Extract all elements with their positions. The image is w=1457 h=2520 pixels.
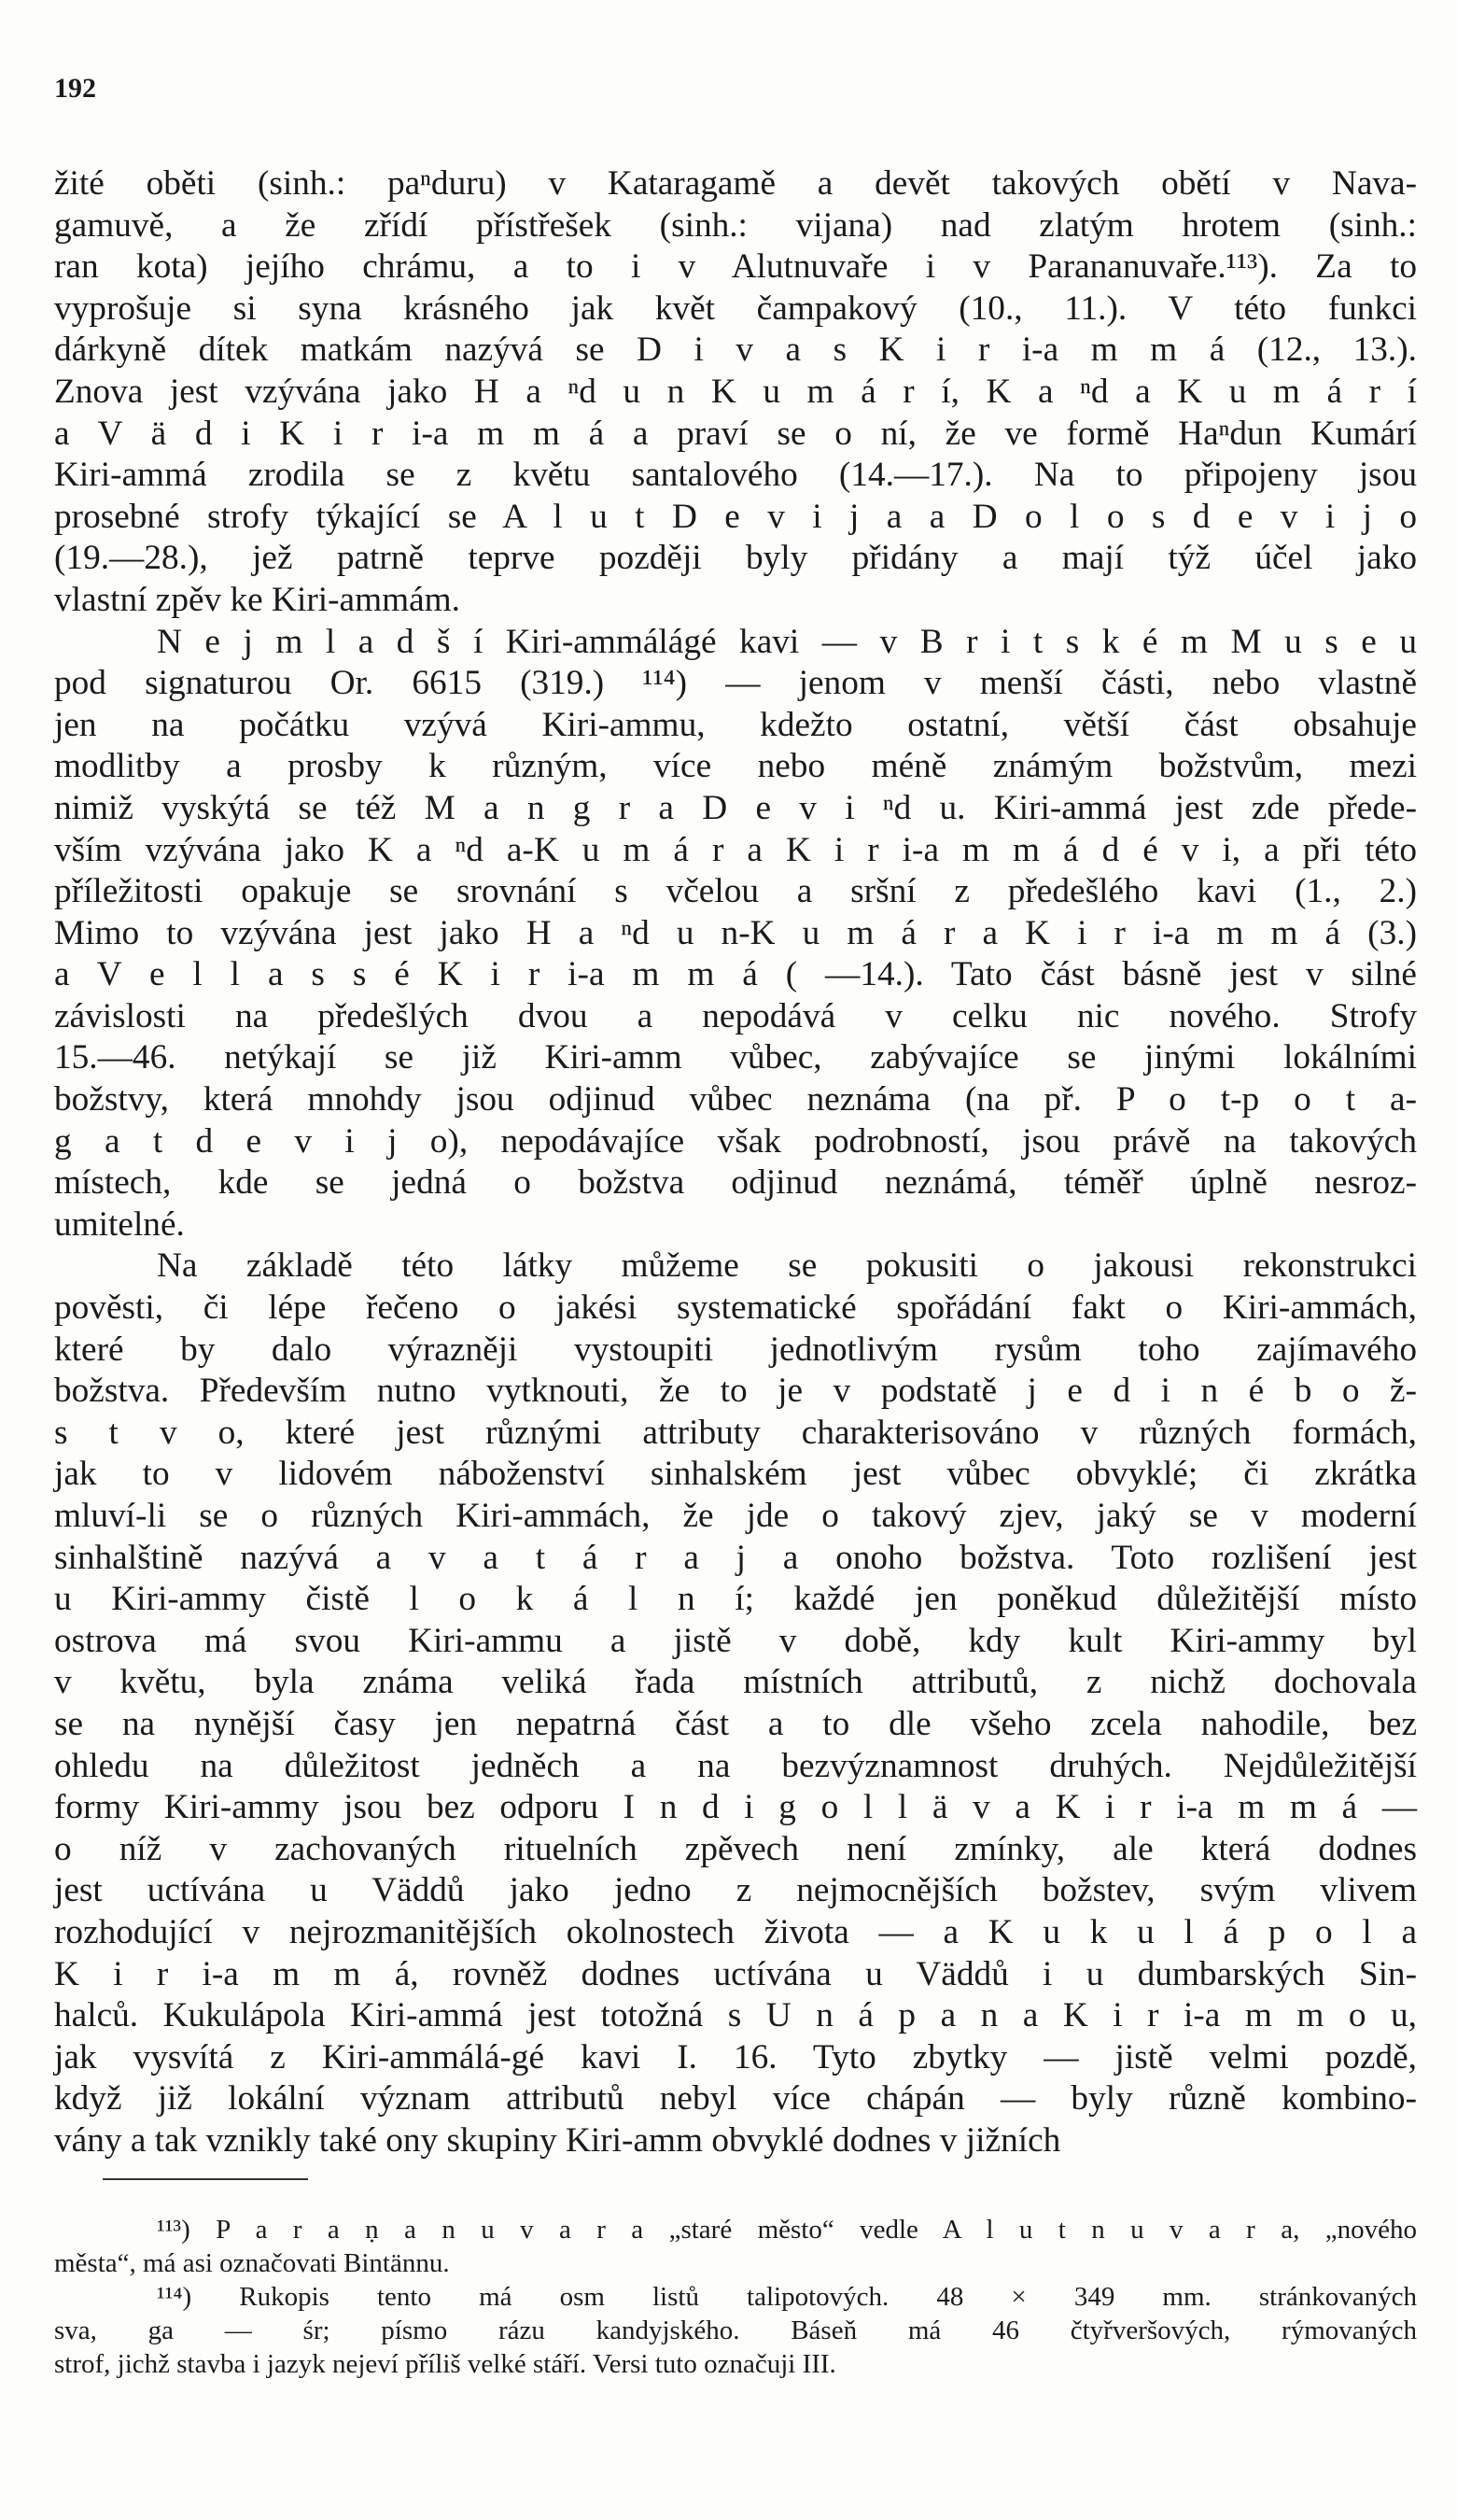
text-line: jak to v lidovém náboženství sinhalském jest vůbec obvyklé; či zkrátka <box>54 1455 1417 1494</box>
text-line: pod signaturou Or. 6615 (319.) ¹¹⁴) — jenom v menší části, nebo vlastně <box>54 664 1417 703</box>
text-line: jen na počátku vzývá Kiri-ammu, kdežto ostatní, větší část obsahuje <box>54 705 1417 744</box>
text-line: které by dalo výrazněji vystoupiti jednotlivým rysům toho zajímavého <box>54 1330 1417 1369</box>
footnote-line: ¹¹³) P a r a ṇ a n u v a r a „staré město“ vedle A l u t n u v a r a, „nového <box>157 2215 1417 2245</box>
text-line: pověsti, či lépe řečeno o jakési systematické spořádání fakt o Kiri-ammách, <box>54 1288 1417 1328</box>
text-line: Kiri-ammá zrodila se z květu santalového (14.—17.). Na to připojeny jsou <box>54 456 1417 495</box>
text-line: ohledu na důležitost jedněch a na bezvýznamnost druhých. Nejdůležitější <box>54 1746 1417 1785</box>
text-line: a V e l l a s s é K i r i-a m m á ( —14.). Tato část básně jest v silné <box>54 955 1417 994</box>
text-line: žité oběti (sinh.: paⁿduru) v Kataragamě a devět takových obětí v Nava- <box>54 164 1417 203</box>
text-line: o níž v zachovaných rituelních zpěvech není zmínky, ale která dodnes <box>54 1829 1417 1868</box>
text-line: v květu, byla známa veliká řada místních attributů, z nichž dochovala <box>54 1663 1417 1702</box>
text-line: Znova jest vzývána jako H a ⁿd u n K u m á r í, K a ⁿd a K u m á r í <box>54 372 1417 411</box>
text-line: vším vzývána jako K a ⁿd a-K u m á r a K i r i-a m m á d é v i, a při této <box>54 830 1417 869</box>
footnotes <box>54 2213 1417 2381</box>
text-line: božstvy, která mnohdy jsou odjinud vůbec neznáma (na př. P o t-p o t a- <box>54 1080 1417 1119</box>
text-line: ran kota) jejího chrámu, a to i v Alutnuvaře i v Parananuvaře.¹¹³). Za to <box>54 247 1417 287</box>
text-line: vlastní zpěv ke Kiri-ammám. <box>54 580 460 619</box>
text-line: Mimo to vzývána jest jako H a ⁿd u n-K u m á r a K i r i-a m m á (3.) <box>54 913 1417 952</box>
text-line: g a t d e v i j o), nepodávajíce však podrobností, jsou právě na takových <box>54 1121 1417 1161</box>
text-line: božstva. Především nutno vytknouti, že to je v podstatě j e d i n é b o ž- <box>54 1372 1417 1411</box>
text-line: se na nynější časy jen nepatrná část a to dle všeho zcela nahodile, bez <box>54 1704 1417 1743</box>
text-line: gamuvě, a že zřídí přístřešek (sinh.: vijana) nad zlatým hrotem (sinh.: <box>54 205 1417 245</box>
text-line: u Kiri-ammy čistě l o k á l n í; každé jen poněkud důležitější místo <box>54 1580 1417 1619</box>
text-line: když již lokální význam attributů nebyl více chápán — byly různě kombino- <box>54 2079 1417 2119</box>
text-line: ostrova má svou Kiri-ammu a jistě v době, kdy kult Kiri-ammy byl <box>54 1621 1417 1660</box>
text-line: nimiž vyskýtá se též M a n g r a D e v i ⁿd u. Kiri-ammá jest zde přede- <box>54 788 1417 827</box>
footnote-divider <box>103 2178 308 2180</box>
text-line: mluví-li se o různých Kiri-ammách, že jde o takový zjev, jaký se v moderní <box>54 1497 1417 1535</box>
text-line: vány a tak vznikly také ony skupiny Kiri-amm obvyklé dodnes v jižních <box>54 2120 1061 2160</box>
text-line: rozhodující v nejrozmanitějších okolnostech života — a K u k u l á p o l a <box>54 1912 1417 1951</box>
text-line: umitelné. <box>54 1204 185 1244</box>
text-line: a V ä d i K i r i-a m m á a praví se o ní, že ve formě Haⁿdun Kumárí <box>54 414 1417 453</box>
text-line: formy Kiri-ammy jsou bez odporu I n d i g o l l ä v a K i r i-a m m á — <box>54 1788 1417 1827</box>
text-line: závislosti na předešlých dvou a nepodává v celku nic nového. Strofy <box>54 996 1417 1035</box>
footnote-line: sva, ga — śr; písmo rázu kandyjského. Báseň má 46 čtyřveršových, rýmovaných <box>54 2316 1417 2345</box>
text-line: vyprošuje si syna krásného jak květ čampakový (10., 11.). V této funkci <box>54 289 1417 328</box>
text-line: 15.—46. netýkají se již Kiri-amm vůbec, zabývajíce se jinými lokálními <box>54 1038 1417 1077</box>
text-line: N e j m l a d š í Kiri-ammálágé kavi — v B r i t s k é m M u s e u <box>157 622 1417 661</box>
footnote-line: ¹¹⁴) Rukopis tento má osm listů talipotových. 48 × 349 mm. stránkovaných <box>157 2282 1417 2312</box>
text-line: místech, kde se jedná o božstva odjinud neznámá, téměř úplně nesroz- <box>54 1163 1417 1203</box>
text-line: modlitby a prosby k různým, více nebo méně známým božstvům, mezi <box>54 747 1417 786</box>
text-line: jak vysvítá z Kiri-ammálá-gé kavi I. 16. Tyto zbytky — jistě velmi pozdě, <box>54 2037 1417 2077</box>
text-line: halců. Kukulápola Kiri-ammá jest totožná s U n á p a n a K i r i-a m m o u, <box>54 1996 1417 2035</box>
text-line: sinhalštině nazývá a v a t á r a j a onoho božstva. Toto rozlišení jest <box>54 1538 1417 1577</box>
text-line: K i r i-a m m á, rovněž dodnes uctívána u Väddů i u dumbarských Sin- <box>54 1954 1417 1993</box>
footnote-line: města“, má asi označovati Bintännu. <box>54 2248 450 2278</box>
text-line: (19.—28.), jež patrně teprve později byly přidány a mají týž účel jako <box>54 539 1417 578</box>
page-number: 192 <box>54 73 96 104</box>
text-line: jest uctívána u Väddů jako jedno z nejmocnějších božstev, svým vlivem <box>54 1871 1417 1910</box>
text-line: příležitosti opakuje se srovnání s včelou a sršní z předešlého kavi (1., 2.) <box>54 872 1417 911</box>
text-line: s t v o, které jest různými attributy charakterisováno v různých formách, <box>54 1413 1417 1452</box>
text-line: dárkyně dítek matkám nazývá se D i v a s K i r i-a m m á (12., 13.). <box>54 331 1417 370</box>
text-line: Na základě této látky můžeme se pokusiti o jakousi rekonstrukci <box>157 1246 1417 1286</box>
text-line: prosebné strofy týkající se A l u t D e v i j a a D o l o s d e v i j o <box>54 497 1417 536</box>
footnote-line: strof, jichž stavba i jazyk nejeví příliš velké stáří. Versi tuto označuji III. <box>54 2349 836 2379</box>
body-text <box>54 163 1417 2162</box>
